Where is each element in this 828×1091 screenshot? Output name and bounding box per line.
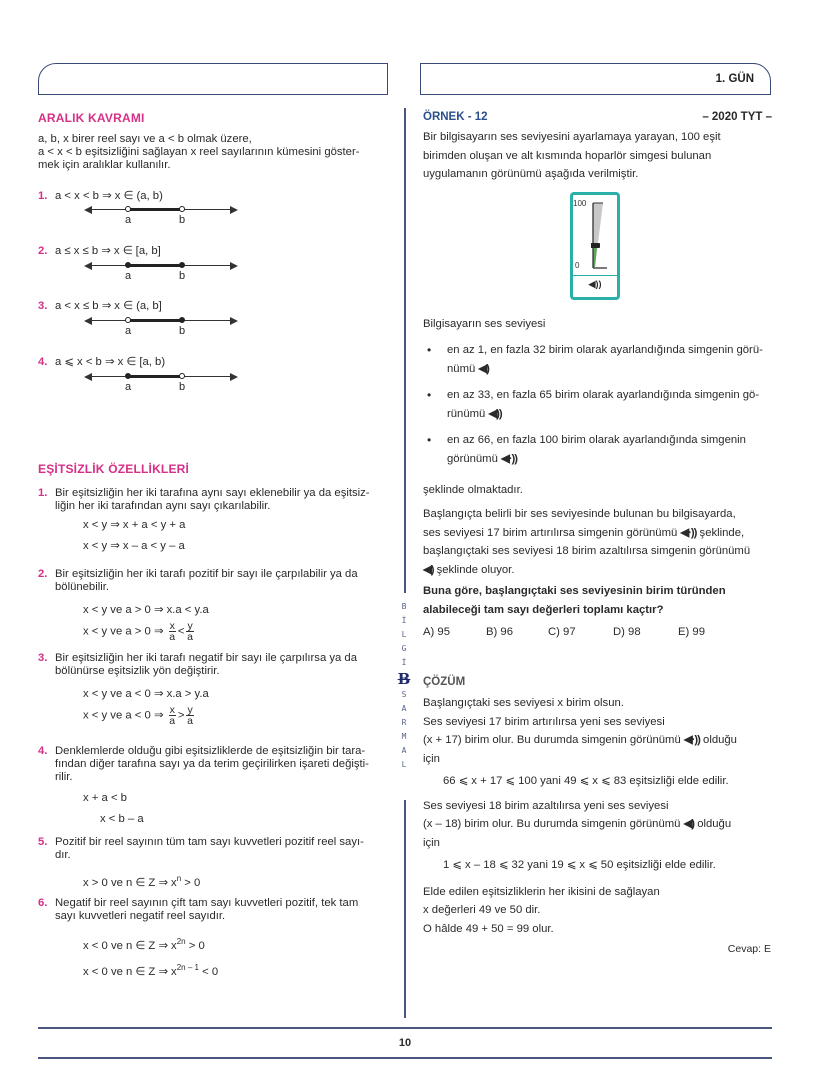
- number-line-3: [86, 315, 236, 339]
- property-1: [38, 487, 388, 557]
- solution-body: [423, 694, 775, 938]
- open-endpoint-a: [125, 317, 131, 323]
- column-divider-bottom: [404, 800, 406, 1018]
- rule-text: görünümü: [447, 452, 498, 465]
- intro-line: a, b, x birer reel sayı ve a < b olmak üzere,: [38, 133, 252, 145]
- denominator: a: [187, 715, 193, 727]
- interval-item-1: [38, 189, 163, 202]
- min-label: 0: [575, 261, 580, 270]
- brand-letter: İ: [401, 658, 407, 667]
- solution-line: Başlangıçtaki ses seviyesi x birim olsun.: [423, 697, 624, 709]
- intro-line: Bir bilgisayarın ses seviyesini ayarlamaya yarayan, 100 eşit: [423, 131, 721, 143]
- intro-line: uygulamanın görünümü aşağıda verilmiştir.: [423, 168, 639, 180]
- question-line: alabileceği tam sayı değerleri toplamı kaçtır?: [423, 603, 664, 616]
- brand-letter: İ: [401, 616, 407, 625]
- numerator: x: [169, 620, 175, 632]
- brand-letter: M: [401, 732, 407, 741]
- solution-text: (x – 18) birim olur. Bu durumda simgenin görünümü: [423, 818, 681, 830]
- answer-choices: [423, 626, 705, 638]
- brand-letter: R: [401, 718, 407, 727]
- answer-label: Cevap: E: [727, 943, 771, 955]
- solution-text: olduğu: [703, 734, 737, 746]
- solution-line: Elde edilen eşitsizliklerin her ikisini de sağlayan: [423, 885, 660, 898]
- choice-b[interactable]: B) 96: [486, 626, 514, 638]
- item-number: 4.: [38, 745, 48, 757]
- property-math: [38, 957, 388, 983]
- numerator: y: [187, 704, 193, 716]
- property-math: x < y ⇒ x – a < y – a: [83, 540, 185, 552]
- rule-text: rünümü: [447, 407, 486, 420]
- number-line-4: [86, 371, 236, 395]
- item-number: 3.: [38, 652, 48, 664]
- property-text: Pozitif bir reel sayının tüm tam sayı kuvvetleri pozitif reel sayı-: [55, 836, 364, 848]
- brand-letter: B: [401, 602, 407, 611]
- property-math: [38, 868, 388, 894]
- rule-text: • en az 1, en fazla 32 birim olarak ayarlandığında simgenin görü-: [447, 344, 763, 356]
- footer-rule-bottom: [38, 1057, 772, 1059]
- solution-line: Ses seviyesi 17 birim artırılırsa yeni ses seviyesi: [423, 715, 665, 728]
- after-bullets: şeklinde olmaktadır.: [423, 484, 523, 496]
- property-text: sayı kuvvetleri negatif reel sayıdır.: [55, 910, 226, 922]
- property-text: rilir.: [55, 771, 73, 783]
- property-text: Negatif bir reel sayının çift tam sayı kuvvetleri pozitif, tek tam: [55, 897, 359, 909]
- solution-equation: 66 ⩽ x + 17 ⩽ 100 yani 49 ⩽ x ⩽ 83 eşitsizliği elde edilir.: [443, 775, 729, 787]
- property-text: dır.: [55, 849, 71, 861]
- choice-d[interactable]: D) 98: [613, 626, 641, 638]
- speaker-low-icon: ◀): [423, 563, 434, 576]
- para-text: şeklinde,: [699, 526, 745, 539]
- speaker-medium-icon: ◀)): [488, 407, 502, 420]
- label-a: a: [125, 325, 132, 337]
- brand-letter: A: [401, 704, 407, 713]
- section-title-aralik: ARALIK KAVRAMI: [38, 111, 145, 125]
- interval-formula: a < x ≤ b ⇒ x ∈ (a, b]: [55, 300, 162, 312]
- property-math: x < b – a: [100, 813, 144, 825]
- property-math: [38, 931, 388, 957]
- volume-rules: [423, 341, 773, 468]
- property-text: bölünebilir.: [55, 581, 110, 593]
- property-6: [38, 897, 388, 983]
- example-paragraph: [423, 505, 775, 579]
- math-exponent: n: [176, 874, 182, 883]
- numerator: y: [187, 620, 193, 632]
- label-b: b: [179, 270, 186, 282]
- brand-letter: A: [401, 746, 407, 755]
- math-base: x > 0 ve n ∈ Z ⇒ x: [83, 876, 177, 889]
- section-title-esitsizlik: EŞİTSİZLİK ÖZELLİKLERİ: [38, 462, 190, 476]
- math-prefix: x < y ve a < 0 ⇒: [83, 709, 164, 722]
- volume-widget: [570, 192, 620, 300]
- math-exponent: 2n – 1: [176, 962, 199, 972]
- page-number: 10: [398, 1037, 412, 1049]
- solution-line: Ses seviyesi 18 birim azaltılırsa yeni ses seviyesi: [423, 799, 669, 812]
- math-base: x < 0 ve n ∈ Z ⇒ x: [83, 965, 177, 978]
- property-3: [38, 652, 388, 726]
- property-text: bölünürse eşitsizlik yön değiştirir.: [55, 665, 220, 677]
- rule-text: • en az 66, en fazla 100 birim olarak ayarlandığında simgenin: [447, 434, 746, 446]
- item-number: 6.: [38, 897, 48, 909]
- intro-line: mek için aralıklar kullanılır.: [38, 159, 171, 171]
- speaker-high-icon: ◀·)): [680, 526, 697, 539]
- interval-item-2: [38, 244, 161, 257]
- para-text: ses seviyesi 17 birim artırılırsa simgenin görünümü: [423, 526, 678, 539]
- property-text: Bir eşitsizliğin her iki tarafı pozitif bir sayı ile çarpılabilir ya da: [55, 568, 358, 580]
- fraction: [186, 705, 193, 726]
- label-a: a: [125, 214, 132, 226]
- property-math: x + a < b: [83, 792, 127, 804]
- denominator: a: [187, 631, 193, 643]
- footer-rule-top: [38, 1027, 772, 1029]
- intro-line: a < x < b eşitsizliğini sağlayan x reel sayılarının kümesini göster-: [38, 146, 360, 158]
- math-base: x < 0 ve n ∈ Z ⇒ x: [83, 939, 177, 952]
- number-line-2: [86, 260, 236, 284]
- para-text: şeklinde oluyor.: [436, 563, 515, 576]
- speaker-low-icon: ◀): [683, 818, 695, 830]
- choice-a[interactable]: A) 95: [423, 626, 451, 638]
- item-number: 4.: [38, 356, 48, 368]
- solution-line: için: [423, 836, 440, 849]
- para-line: başlangıçtaki ses seviyesi 18 birim azaltılırsa simgenin görünümü: [423, 545, 751, 557]
- column-divider-top: [404, 108, 406, 593]
- property-math: x < y ve a > 0 ⇒ x.a < y.a: [83, 604, 209, 616]
- math-exponent: 2n: [176, 937, 186, 946]
- numerator: x: [169, 704, 175, 716]
- brand-vertical: [396, 600, 412, 772]
- closed-endpoint-b: [179, 262, 185, 268]
- open-endpoint-a: [125, 206, 131, 212]
- speaker-icon: ◀)): [588, 279, 602, 289]
- solution-line: için: [423, 752, 440, 765]
- section1-intro: [38, 133, 388, 172]
- rule-text: nümü: [447, 362, 476, 375]
- speaker-low-icon: ◀): [478, 362, 489, 375]
- brand-letter: S: [401, 690, 407, 699]
- property-2: [38, 568, 388, 642]
- property-text: Bir eşitsizliğin her iki tarafı negatif bir sayı ile çarpılırsa ya da: [55, 652, 357, 664]
- item-number: 1.: [38, 487, 48, 499]
- property-4: [38, 745, 388, 830]
- label-a: a: [125, 270, 132, 282]
- property-math: x < y ⇒ x + a < y + a: [83, 519, 186, 531]
- label-b: b: [179, 214, 186, 226]
- math-tail: < 0: [198, 965, 219, 978]
- math-prefix: x < y ve a > 0 ⇒: [83, 625, 164, 638]
- property-text: Bir eşitsizliğin her iki tarafına aynı sayı eklenebilir ya da eşitsiz-: [55, 487, 370, 499]
- header-left-box: [38, 63, 388, 95]
- brand-letter: L: [401, 760, 407, 769]
- brand-letter: G: [401, 644, 407, 653]
- label-a: a: [125, 381, 132, 393]
- operator: <: [177, 625, 185, 638]
- interval-formula: a ⩽ x < b ⇒ x ∈ [a, b): [55, 356, 166, 368]
- para-line: Başlangıçta belirli bir ses seviyesinde bulunan bu bilgisayarda,: [423, 508, 736, 520]
- rule-bullet-3: [423, 431, 773, 468]
- interval-item-4: [38, 355, 165, 368]
- solution-equation: 1 ⩽ x – 18 ⩽ 32 yani 19 ⩽ x ⩽ 50 eşitsizliği elde edilir.: [443, 859, 716, 871]
- property-5: [38, 836, 388, 894]
- example-intro: [423, 128, 773, 184]
- math-tail: > 0: [181, 876, 201, 889]
- header-day-label: 1. GÜN: [420, 63, 771, 95]
- closed-endpoint-a: [125, 373, 131, 379]
- choice-e[interactable]: E) 99: [678, 626, 706, 638]
- interval-item-3: [38, 299, 162, 312]
- property-text: Denklemlerde olduğu gibi eşitsizliklerde de eşitsizliğin bir tara-: [55, 745, 366, 757]
- solution-title: ÇÖZÜM: [423, 676, 466, 688]
- property-math: x < y ve a < 0 ⇒ x.a > y.a: [83, 688, 209, 700]
- interval-formula: a < x < b ⇒ x ∈ (a, b): [55, 190, 163, 202]
- max-label: 100: [573, 199, 587, 208]
- item-number: 2.: [38, 568, 48, 580]
- label-b: b: [179, 325, 186, 337]
- brand-letter: L: [401, 630, 407, 639]
- example-source: – 2020 TYT –: [702, 111, 772, 123]
- fraction: [186, 621, 193, 642]
- question-line: Buna göre, başlangıçtaki ses seviyesinin birim türünden: [423, 585, 726, 597]
- item-number: 2.: [38, 245, 48, 257]
- volume-slider[interactable]: [591, 201, 617, 271]
- question: [423, 582, 775, 619]
- open-endpoint-b: [179, 206, 185, 212]
- open-endpoint-b: [179, 373, 185, 379]
- rule-bullet-1: [423, 341, 773, 378]
- property-math-fraction: [38, 705, 388, 726]
- closed-endpoint-b: [179, 317, 185, 323]
- interval-formula: a ≤ x ≤ b ⇒ x ∈ [a, b]: [55, 245, 161, 257]
- property-text: liğin her iki tarafından aynı sayı çıkarılabilir.: [55, 500, 271, 512]
- example-title: ÖRNEK - 12: [423, 111, 488, 123]
- solution-text: olduğu: [697, 818, 732, 830]
- denominator: a: [169, 715, 176, 727]
- item-number: 1.: [38, 190, 48, 202]
- item-number: 5.: [38, 836, 48, 848]
- speaker-high-icon: ◀·)): [683, 734, 700, 746]
- solution-line: O hâlde 49 + 50 = 99 olur.: [423, 922, 554, 935]
- fraction: [169, 705, 176, 726]
- brand-logo-icon: B: [397, 670, 411, 688]
- fraction: [169, 621, 176, 642]
- property-math-fraction: [38, 621, 388, 642]
- item-number: 3.: [38, 300, 48, 312]
- lead-text: Bilgisayarın ses seviyesi: [423, 318, 546, 330]
- rule-text: • en az 33, en fazla 65 birim olarak ayarlandığında simgenin gö-: [447, 389, 760, 401]
- label-b: b: [179, 381, 186, 393]
- denominator: a: [169, 631, 176, 643]
- property-text: fından diğer tarafına sayı ya da terim geçirilirken işareti değişti-: [55, 758, 369, 770]
- number-line-1: [86, 204, 236, 228]
- solution-line: x değerleri 49 ve 50 dir.: [423, 904, 541, 916]
- intro-line: birimden oluşan ve alt kısmında hoparlör simgesi bulunan: [423, 149, 712, 162]
- operator: >: [177, 709, 185, 722]
- choice-c[interactable]: C) 97: [548, 626, 576, 638]
- solution-text: (x + 17) birim olur. Bu durumda simgenin görünümü: [423, 734, 681, 746]
- speaker-high-icon: ◀·)): [501, 452, 517, 465]
- rule-bullet-2: [423, 386, 773, 423]
- math-tail: > 0: [185, 939, 205, 952]
- closed-endpoint-a: [125, 262, 131, 268]
